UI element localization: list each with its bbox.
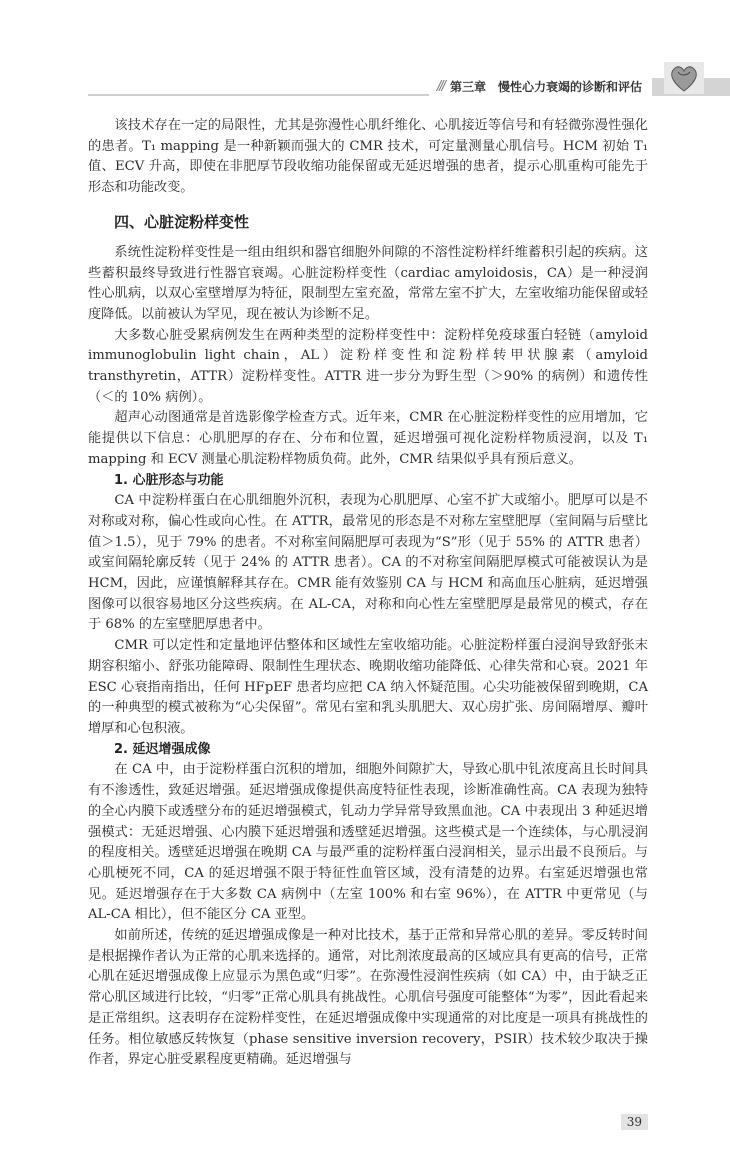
- paragraph-7: 在 CA 中，由于淀粉样蛋白沉积的增加，细胞外间隙扩大，导致心肌中钆浓度高且长时间具有不渗透性，致延迟增强。延迟增强成像提供高度特征性表现，诊断准确性高。CA 表现为独特的全心内膜下或透壁分布的延迟增强模式，钆动力学异常导致黑血池。CA 中表现出 3 种延迟增强模式：无延迟增强、心内膜下延迟增强和透壁延迟增强。这些模式是一个连续体，与心肌浸润的程度相关。透壁延迟增强在晚期 CA 与最严重的淀粉样蛋白浸润相关，显示出最不良预后。与心肌梗死不同，CA 的延迟增强不限于特征性血管区域，没有清楚的边界。右室延迟增强也常见。延迟增强存在于大多数 CA 病例中（左室 100% 和右室 96%），在 ATTR 中更常见（与 AL-CA 相比），但不能区分 CA 亚型。: [88, 762, 648, 923]
- page-number: 39: [621, 1114, 648, 1130]
- paragraph-8: 如前所述，传统的延迟增强成像是一种对比技术，基于正常和异常心肌的差异。零反转时间是根据操作者认为正常的心肌来选择的。通常，对比剂浓度最高的区域应具有更高的信号，正常心肌在延迟增强成像上应显示为黑色或“归零”。在弥漫性浸润性疾病（如 CA）中，由于缺乏正常心肌区域进行比较，“归零”正常心肌具有挑战性。心肌信号强度可能整体“为零”，因此看起来是正常组织。这表明存在淀粉样变性，在延迟增强成像中实现通常的对比度是一项具有挑战性的任务。相位敏感反转恢复（phase sensitive inversion recovery，PSIR）技术较少取决于操作者，界定心脏受累程度更精确。延迟增强与: [88, 928, 648, 1068]
- paragraph-4: 超声心动图通常是首选影像学检查方式。近年来，CMR 在心脏淀粉样变性的应用增加，它能提供以下信息：心肌肥厚的存在、分布和位置，延迟增强可视化淀粉样物质浸润，以及 T₁ mapping 和 ECV 测量心肌淀粉样物质负荷。此外，CMR 结果似乎具有预后意义。: [88, 410, 648, 467]
- paragraph-6: CMR 可以定性和定量地评估整体和区域性左室收缩功能。心脏淀粉样蛋白浸润导致舒张末期容积缩小、舒张功能障碍、限制性生理状态、晚期收缩功能降低、心律失常和心衰。2021 年 ESC 心衰指南指出，任何 HFpEF 患者均应把 CA 纳入怀疑范围。心尖功能被保留到晚期，CA 的一种典型的模式被称为“心尖保留”。常见右室和乳头肌肥大、双心房扩张、房间隔增厚、瓣叶增厚和心包积液。: [88, 638, 648, 736]
- header-slashes: ///: [436, 79, 444, 94]
- paragraph-5: CA 中淀粉样蛋白在心肌细胞外沉积，表现为心肌肥厚、心室不扩大或缩小。肥厚可以是不对称或对称，偏心性或向心性。在 ATTR，最常见的形态是不对称左室壁肥厚（室间隔与后壁比值＞1.5），见于 79% 的患者。不对称室间隔肥厚可表现为“S”形（见于 55% 的 ATTR 患者）或室间隔轮廓反转（见于 24% 的 ATTR 患者）。CA 的不对称室间隔肥厚模式可能被误认为是 HCM，因此，应谨慎解释其存在。CMR 能有效鉴别 CA 与 HCM 和高血压心脏病，延迟增强图像可以很容易地区分这些疾病。在 AL-CA，对称和向心性左室壁肥厚是最常见的模式，存在于 68% 的左室壁肥厚患者中。: [88, 493, 648, 633]
- chapter-title: 第三章 慢性心力衰竭的诊断和评估: [449, 80, 642, 94]
- paragraph-3: 大多数心脏受累病例发生在两种类型的淀粉样变性中：淀粉样免疫球蛋白轻链（amyloid immunoglobulin light chain，AL）淀粉样变性和淀粉样转甲状腺素（amyloid transthyretin，ATTR）淀粉样变性。ATTR 进一步分为野生型（＞90% 的病例）和遗传性（＜的 10% 病例）。: [88, 327, 648, 405]
- section-heading: 四、心脏淀粉样变性: [114, 212, 250, 231]
- subheading-1: 1. 心脏形态与功能: [114, 472, 224, 488]
- paragraph-1: 该技术存在一定的局限性，尤其是弥漫性心肌纤维化、心肌接近等信号和有轻微弥漫性强化的患者。T₁ mapping 是一种新颖而强大的 CMR 技术，可定量测量心肌信号。HCM 初始 T₁ 值、ECV 升高，即使在非肥厚节段收缩功能保留或无延迟增强的患者，提示心肌重构可能先于形态和功能改变。: [88, 118, 648, 196]
- subheading-2: 2. 延迟增强成像: [114, 741, 211, 757]
- page-footer: [88, 1071, 648, 1170]
- paragraph-2: 系统性淀粉样变性是一组由组织和器官细胞外间隙的不溶性淀粉样纤维蓄积引起的疾病。这些蓄积最终导致进行性器官衰竭。心脏淀粉样变性（cardiac amyloidosis，CA）是一种浸润性心肌病，以双心室壁增厚为特征，限制型左室充盈，常常左室不扩大，左室收缩功能保留或轻度降低。以前被认为罕见，现在被认为诊断不足。: [88, 244, 648, 322]
